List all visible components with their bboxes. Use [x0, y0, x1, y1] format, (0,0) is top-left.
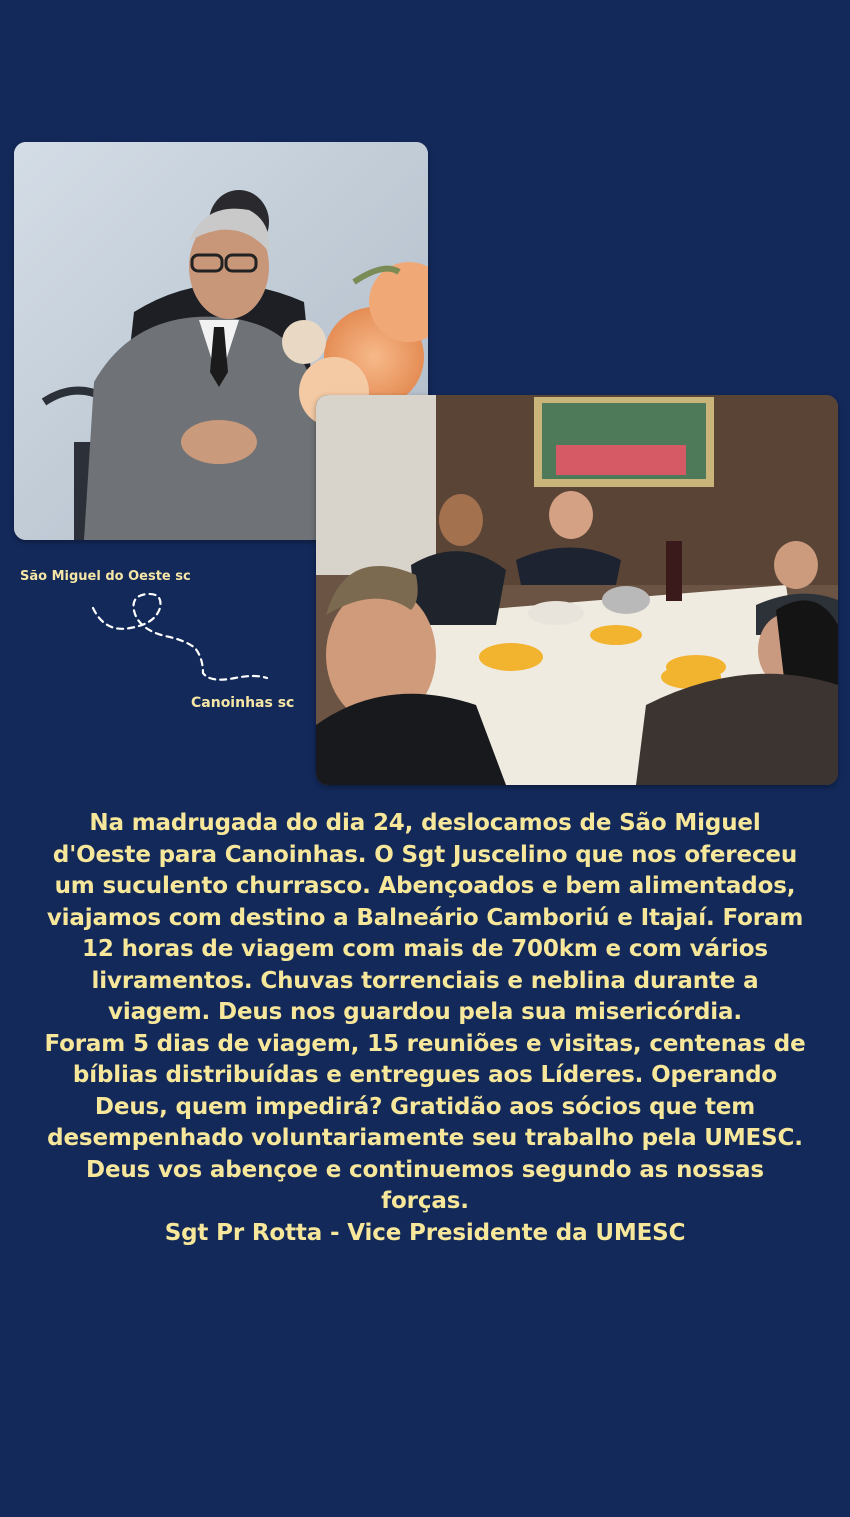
- caption-line: desempenhado voluntariamente seu trabalho pela UMESC.: [47, 1125, 803, 1151]
- caption-line: forças.: [381, 1188, 469, 1214]
- caption-line: um suculento churrasco. Abençoados e bem alimentados,: [54, 873, 796, 899]
- caption-line: 12 horas de viagem com mais de 700km e com vários: [82, 936, 768, 962]
- story-caption: [20, 808, 830, 1249]
- dinner-table-illustration: [316, 395, 838, 785]
- route-origin-label: São Miguel do Oeste sc: [20, 569, 191, 584]
- caption-line: Na madrugada do dia 24, deslocamos de São Miguel: [89, 810, 761, 836]
- route-dotted-path-icon: [85, 588, 275, 688]
- dinner-table-photo: [316, 395, 838, 785]
- caption-line: livramentos. Chuvas torrenciais e neblina durante a: [91, 967, 759, 994]
- caption-line: bíblias distribuídas e entregues aos Líderes. Operando: [72, 1062, 778, 1088]
- caption-line: d'Oeste para Canoinhas. O Sgt Juscelino que nos ofereceu: [52, 841, 798, 868]
- route-destination-label: Canoinhas sc: [191, 695, 295, 711]
- caption-line: viagem. Deus nos guardou pela sua misericórdia.: [108, 999, 742, 1025]
- caption-line: Deus, quem impedirá? Gratidão aos sócios que tem: [94, 1093, 756, 1120]
- caption-line: Deus vos abençoe e continuemos segundo as nossas: [86, 1156, 764, 1183]
- caption-line: viajamos com destino a Balneário Camboriú e Itajaí. Foram: [46, 904, 804, 931]
- caption-line: Foram 5 dias de viagem, 15 reuniões e visitas, centenas de: [44, 1030, 806, 1057]
- caption-signature: Sgt Pr Rotta - Vice Presidente da UMESC: [164, 1219, 686, 1246]
